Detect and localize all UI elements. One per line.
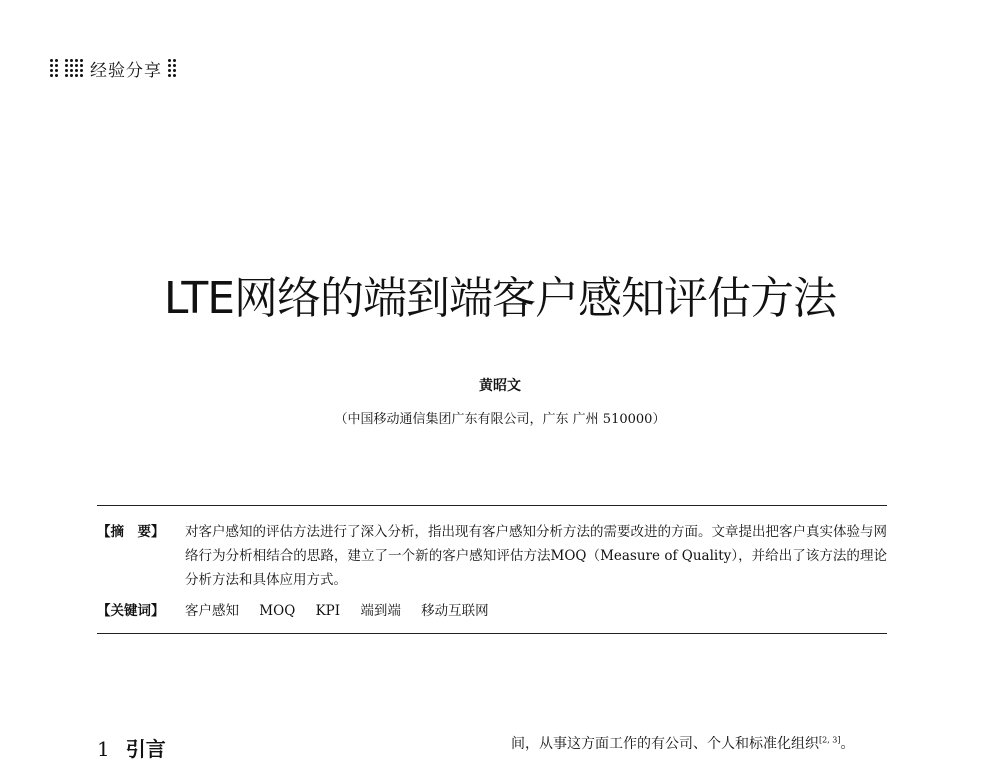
dots-ornament-icon bbox=[168, 59, 177, 78]
section-heading bbox=[97, 733, 166, 762]
section-tag bbox=[50, 56, 177, 81]
keyword-item: 移动互联网 bbox=[421, 603, 489, 619]
paper-title: LTE网络的端到端客户感知评估方法 bbox=[163, 273, 837, 324]
keyword-item: MOQ bbox=[259, 603, 296, 619]
divider-top bbox=[97, 505, 887, 506]
dots-ornament-icon bbox=[65, 59, 84, 78]
abstract-block bbox=[97, 520, 887, 592]
body-text-end: 。 bbox=[840, 736, 855, 752]
keywords-block bbox=[97, 599, 887, 623]
keyword-item: 端到端 bbox=[360, 603, 401, 619]
abstract-label: 【摘 要】 bbox=[97, 524, 165, 540]
author-affiliation: （中国移动通信集团广东有限公司，广东 广州 510000） bbox=[334, 412, 666, 427]
abstract-text: 对客户感知的评估方法进行了深入分析，指出现有客户感知分析方法的需要改进的方面。文章提出把客户真实体验与网络行为分析相结合的思路，建立了一个新的客户感知评估方法MOQ（Measure of Quality），并给出了该方法的理论分析方法和具体应用方式。 bbox=[185, 524, 887, 588]
section-tag-label: 经验分享 bbox=[90, 61, 162, 81]
keyword-item: KPI bbox=[315, 603, 341, 619]
divider-bottom bbox=[97, 633, 887, 634]
keyword-item: 客户感知 bbox=[185, 603, 239, 619]
body-text: 间，从事这方面工作的有公司、个人和标准化组织 bbox=[511, 736, 819, 752]
author-name: 黄昭文 bbox=[479, 378, 521, 394]
citation: [2, 3] bbox=[819, 735, 841, 745]
section-number: 1 bbox=[97, 737, 110, 761]
keywords-list bbox=[185, 599, 887, 623]
keywords-label: 【关键词】 bbox=[97, 603, 165, 619]
dots-ornament-icon bbox=[50, 59, 59, 78]
section-title: 引言 bbox=[125, 737, 166, 761]
body-text-line bbox=[511, 733, 855, 753]
